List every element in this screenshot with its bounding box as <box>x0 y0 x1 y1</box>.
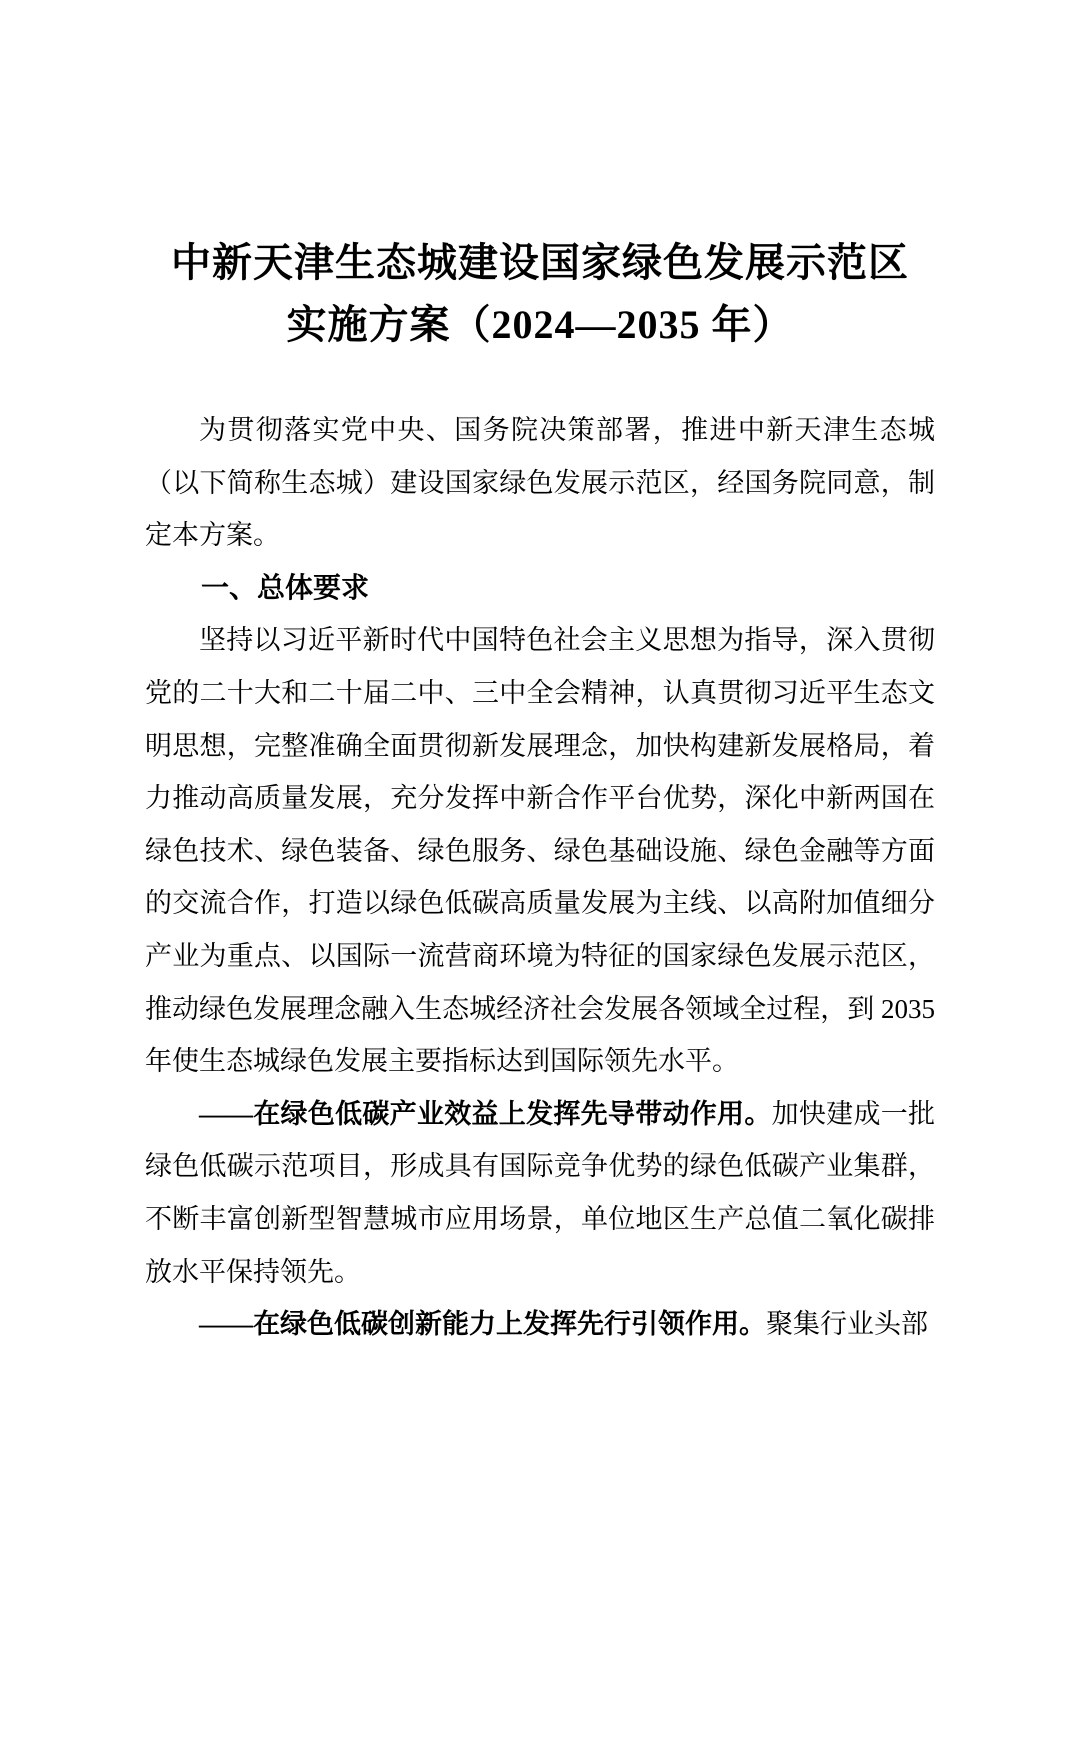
dash-lead-industry-benefit: ——在绿色低碳产业效益上发挥先导带动作用。 <box>199 1098 772 1129</box>
document-body <box>145 404 935 1351</box>
paragraph-preamble: 为贯彻落实党中央、国务院决策部署，推进中新天津生态城（以下简称生态城）建设国家绿色发展示范区，经国务院同意，制定本方案。 <box>145 415 935 551</box>
dash-rest-industry-benefit: 加快建成一批绿色低碳示范项目，形成具有国际竞争优势的绿色低碳产业集群，不断丰富创新型智慧城市应用场景，单位地区生产总值二氧化碳排放水平保持领先。 <box>145 1098 936 1287</box>
title-line-1: 中新天津生态城建设国家绿色发展示范区 <box>171 240 909 285</box>
dash-lead-innovation-capacity: ——在绿色低碳创新能力上发挥先行引领作用。 <box>199 1309 766 1340</box>
title-line-2: 实施方案（2024—2035 年） <box>286 302 794 347</box>
document-title <box>145 232 935 356</box>
paragraph-dash-innovation-capacity <box>145 1298 935 1351</box>
section-heading-overall-requirements: 一、总体要求 <box>201 571 370 603</box>
paragraph-dash-industry-benefit <box>145 1088 935 1298</box>
document-page <box>0 232 1080 1759</box>
paragraph-guiding-principles: 坚持以习近平新时代中国特色社会主义思想为指导，深入贯彻党的二十大和二十届二中、三中全会精神，认真贯彻习近平生态文明思想，完整准确全面贯彻新发展理念，加快构建新发展格局，着力推动高质量发展，充分发挥中新合作平台优势，深化中新两国在绿色技术、绿色装备、绿色服务、绿色基础设施、绿色金融等方面的交流合作，打造以绿色低碳高质量发展为主线、以高附加值细分产业为重点、以国际一流营商环境为特征的国家绿色发展示范区，推动绿色发展理念融入生态城经济社会发展各领域全过程，到 2035 年使生态城绿色发展主要指标达到国际领先水平。 <box>145 625 935 1077</box>
dash-rest-innovation-capacity: 聚集行业头部 <box>766 1309 928 1340</box>
